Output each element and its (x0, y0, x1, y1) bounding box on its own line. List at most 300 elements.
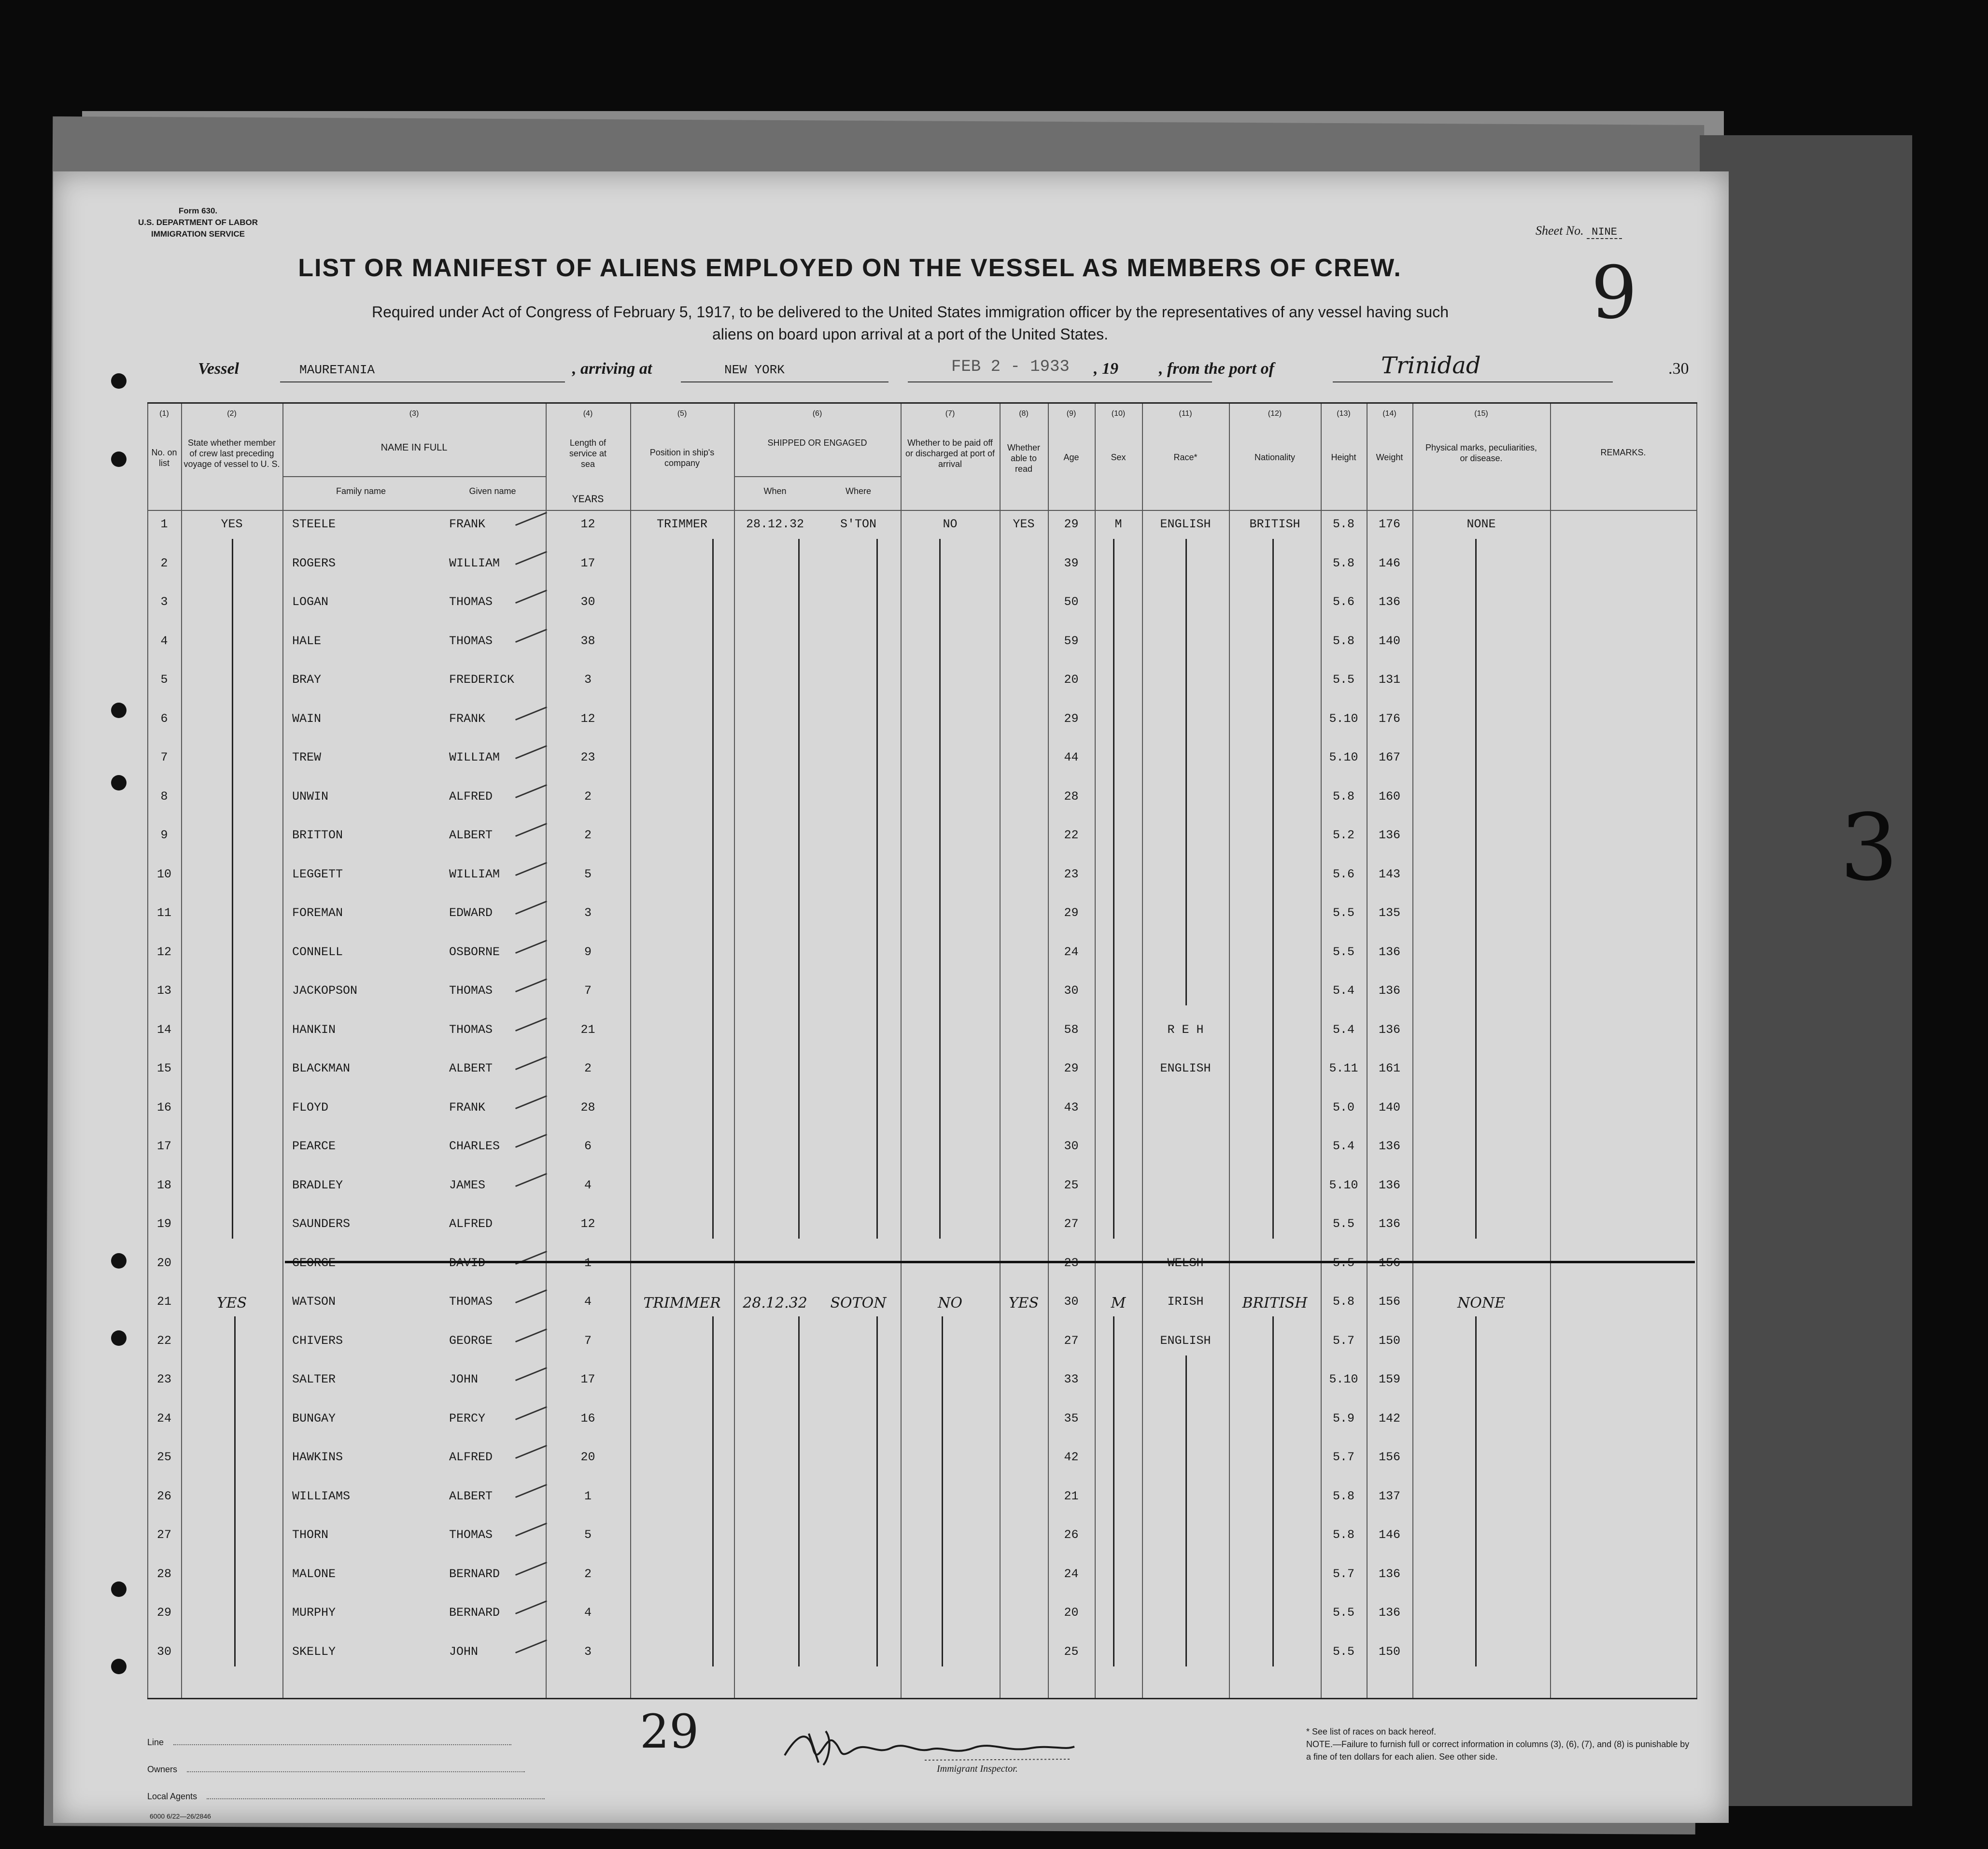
cell-age: 42 (1064, 1450, 1079, 1464)
cell-age: 43 (1064, 1100, 1079, 1115)
cell-given: THOMAS (449, 1022, 493, 1037)
cell-no: 26 (156, 1489, 171, 1503)
cell-age: 58 (1064, 1022, 1079, 1037)
arriving-port: NEW YORK (724, 363, 785, 377)
cell-no: 5 (160, 673, 168, 687)
cell-height: 5.5 (1332, 945, 1354, 959)
cell-weight: 167 (1378, 750, 1400, 764)
cell-weight: 160 (1378, 789, 1400, 804)
cell-age: 44 (1064, 750, 1079, 764)
cell-weight: 136 (1378, 595, 1400, 609)
cell-family: SKELLY (292, 1644, 336, 1659)
cell-weight: 140 (1378, 634, 1400, 648)
cell-height: 5.8 (1332, 634, 1354, 648)
cell-service: 12 (580, 711, 595, 726)
cell-nationality: BRITISH (1249, 517, 1300, 531)
cell-given: BERNARD (449, 1567, 500, 1581)
col8-number: (8) (1019, 409, 1029, 418)
cell-weight: 176 (1378, 517, 1400, 531)
cell-age: 39 (1064, 556, 1079, 570)
cell-age: 29 (1064, 1061, 1079, 1075)
cell-age: 50 (1064, 595, 1079, 609)
cell-no: 1 (160, 517, 168, 531)
cell-race: R E H (1167, 1022, 1204, 1037)
cell-height: 5.5 (1332, 673, 1354, 687)
manifest-page (53, 171, 1898, 1823)
cell-no: 28 (156, 1567, 171, 1581)
ditto-line (942, 1316, 943, 1666)
cell-given: FREDERICK (449, 673, 515, 687)
cell-age: 20 (1064, 1606, 1079, 1620)
cell-service: 4 (584, 1295, 592, 1309)
cell-service: 1 (584, 1489, 592, 1503)
subtitle-line2: aliens on board upon arrival at a port of the United States. (712, 325, 1109, 343)
ditto-line (798, 1316, 800, 1666)
cell-family: UNWIN (292, 789, 329, 804)
cell-service: 38 (580, 634, 595, 648)
cell-no: 25 (156, 1450, 171, 1464)
cell-no: 15 (156, 1061, 171, 1075)
cell-family: BRAY (292, 673, 322, 687)
cell-no: 3 (160, 595, 168, 609)
cell-weight: 136 (1378, 1139, 1400, 1153)
cell-when: 28.12.32 (746, 517, 804, 531)
arriving-label: , arriving at (572, 360, 652, 378)
cell-no: 8 (160, 789, 168, 804)
remarks-header: REMARKS. (1600, 448, 1646, 457)
cell-given: WILLIAM (449, 556, 500, 570)
cell-service: 2 (584, 1567, 592, 1581)
footer-fields (147, 1729, 545, 1810)
cell-no: 2 (160, 556, 168, 570)
cell-service: 23 (580, 750, 595, 764)
agents-label: Local Agents (147, 1792, 197, 1801)
cell-weight: 150 (1378, 1644, 1400, 1659)
cell-given: OSBORNE (449, 945, 500, 959)
total-handwritten: 29 (640, 1705, 699, 1759)
vessel-line (198, 352, 1719, 384)
cell-family: HALE (292, 634, 322, 648)
cell-height: 5.8 (1332, 789, 1354, 804)
cell-weight: 159 (1378, 1372, 1400, 1386)
cell-no: 14 (156, 1022, 171, 1037)
cell-age: 25 (1064, 1644, 1079, 1659)
cell-given: THOMAS (449, 634, 493, 648)
cell-service: 4 (584, 1178, 592, 1192)
col10-number: (10) (1111, 409, 1126, 418)
form-number: Form 630. (178, 206, 218, 215)
col1-number: (1) (159, 409, 169, 418)
cell-weight: 150 (1378, 1333, 1400, 1348)
cell-family: WAIN (292, 711, 322, 726)
cell-nationality: BRITISH (1242, 1295, 1308, 1312)
cell-age: 27 (1064, 1217, 1079, 1231)
ditto-line (1272, 1316, 1274, 1666)
cell-race: ENGLISH (1160, 1061, 1211, 1075)
cell-no: 22 (156, 1333, 171, 1348)
cell-given: BERNARD (449, 1606, 500, 1620)
cell-weight: 176 (1378, 711, 1400, 726)
cell-given: WILLIAM (449, 750, 500, 764)
cell-height: 5.8 (1332, 517, 1354, 531)
cell-weight: 136 (1378, 1606, 1400, 1620)
cell-service: 2 (584, 1061, 592, 1075)
col3-header: NAME IN FULL (381, 442, 448, 453)
cell-given: WILLIAM (449, 867, 500, 881)
cell-height: 5.7 (1332, 1567, 1354, 1581)
cell-family: PEARCE (292, 1139, 336, 1153)
cell-no: 6 (160, 711, 168, 726)
nationality-header: Nationality (1254, 452, 1296, 462)
col13-number: (13) (1337, 409, 1351, 418)
cell-weight: 142 (1378, 1411, 1400, 1426)
cell-weight: 156 (1378, 1295, 1400, 1309)
vessel-name: MAURETANIA (299, 363, 375, 377)
cell-weight: 146 (1378, 1528, 1400, 1542)
cell-given: GEORGE (449, 1333, 493, 1348)
service: IMMIGRATION SERVICE (151, 229, 245, 239)
cell-family: HANKIN (292, 1022, 336, 1037)
binder-hole (111, 1253, 127, 1269)
cell-prev: YES (221, 517, 243, 531)
cell-no: 29 (156, 1606, 171, 1620)
cell-height: 5.4 (1332, 1022, 1354, 1037)
binder-hole (111, 1581, 127, 1597)
page-subtitle (217, 301, 1603, 345)
cell-given: FRANK (449, 517, 486, 531)
cell-service: 20 (580, 1450, 595, 1464)
cell-age: 22 (1064, 828, 1079, 842)
col11-number: (11) (1179, 409, 1192, 418)
strike-through-line (285, 1261, 1695, 1263)
cell-height: 5.6 (1332, 595, 1354, 609)
col1-header: No. on list (151, 448, 177, 468)
ditto-line (939, 539, 941, 1239)
cell-height: 5.5 (1332, 1606, 1354, 1620)
ditto-line (1113, 539, 1114, 1239)
form-reference (126, 205, 270, 240)
given-name-header: Given name (469, 486, 516, 496)
cell-weight: 137 (1378, 1489, 1400, 1503)
cell-race: ENGLISH (1160, 517, 1211, 531)
cell-weight: 135 (1378, 906, 1400, 920)
cell-family: MURPHY (292, 1606, 336, 1620)
col14-number: (14) (1382, 409, 1396, 418)
when-header: When (763, 486, 787, 496)
cell-family: FLOYD (292, 1100, 329, 1115)
col15-number: (15) (1474, 409, 1488, 418)
cell-height: 5.10 (1329, 1372, 1358, 1386)
col8-header: Whether able to read (1007, 443, 1041, 474)
where-header: Where (845, 486, 871, 496)
race-header: Race* (1173, 452, 1198, 462)
subtitle-line1: Required under Act of Congress of February 5, 1917, to be delivered to the United States immigration officer by the representatives of any vessel having such (372, 303, 1449, 321)
cell-given: ALBERT (449, 1061, 493, 1075)
cell-family: STEELE (292, 517, 336, 531)
inspector-signature (780, 1722, 1079, 1770)
cell-height: 5.9 (1332, 1411, 1354, 1426)
races-note: * See list of races on back hereof. (1306, 1727, 1437, 1736)
cell-height: 5.11 (1329, 1061, 1358, 1075)
year-suffix: .30 (1668, 360, 1689, 378)
cell-given: FRANK (449, 711, 486, 726)
cell-age: 27 (1064, 1333, 1079, 1348)
cell-when: 28.12.32 (743, 1295, 807, 1312)
cell-height: 5.0 (1332, 1100, 1354, 1115)
cell-family: ROGERS (292, 556, 336, 570)
cell-no: 24 (156, 1411, 171, 1426)
cell-service: 7 (584, 984, 592, 998)
cell-no: 10 (156, 867, 171, 881)
cell-weight: 136 (1378, 984, 1400, 998)
cell-no: 4 (160, 634, 168, 648)
cell-weight: 136 (1378, 945, 1400, 959)
cell-age: 59 (1064, 634, 1079, 648)
cell-paid: NO (938, 1295, 962, 1312)
col12-number: (12) (1268, 409, 1282, 418)
cell-given: ALBERT (449, 828, 493, 842)
cell-service: 16 (580, 1411, 595, 1426)
cell-where: SOTON (830, 1295, 887, 1312)
col15-header: Physical marks, peculiarities, or disease. (1425, 443, 1537, 463)
col4-header: Length of service at sea (569, 438, 607, 469)
cell-marks: NONE (1466, 517, 1496, 531)
cell-height: 5.6 (1332, 867, 1354, 881)
cell-given: FRANK (449, 1100, 486, 1115)
cell-no: 7 (160, 750, 168, 764)
cell-age: 30 (1064, 1295, 1079, 1309)
cell-no: 19 (156, 1217, 171, 1231)
cell-family: BUNGAY (292, 1411, 336, 1426)
sheet-value: NINE (1587, 226, 1622, 239)
col2-number: (2) (227, 409, 237, 418)
cell-family: WATSON (292, 1295, 336, 1309)
ditto-line (1272, 539, 1274, 1239)
cell-no: 18 (156, 1178, 171, 1192)
ditto-line (798, 539, 800, 1239)
cell-service: 6 (584, 1139, 592, 1153)
cell-family: SAUNDERS (292, 1217, 351, 1231)
cell-no: 12 (156, 945, 171, 959)
ditto-line (712, 1316, 714, 1666)
cell-race: IRISH (1167, 1295, 1204, 1309)
cell-age: 20 (1064, 673, 1079, 687)
cell-weight: 136 (1378, 1178, 1400, 1192)
cell-height: 5.4 (1332, 984, 1354, 998)
binder-hole (111, 1659, 127, 1674)
col5-number: (5) (677, 409, 687, 418)
cell-service: 12 (580, 1217, 595, 1231)
cell-no: 23 (156, 1372, 171, 1386)
sheet-number-handwritten: 9 (1591, 251, 1637, 335)
cell-height: 5.10 (1329, 711, 1358, 726)
sheet-label: Sheet No. (1536, 224, 1584, 238)
cell-service: 3 (584, 673, 592, 687)
cell-age: 21 (1064, 1489, 1079, 1503)
binder-hole (111, 373, 127, 389)
cell-where: S'TON (840, 517, 876, 531)
cell-height: 5.8 (1332, 1489, 1354, 1503)
cell-age: 28 (1064, 789, 1079, 804)
cell-given: THOMAS (449, 1528, 493, 1542)
cell-service: 5 (584, 1528, 592, 1542)
print-code: 6000 6/22—26/2846 (150, 1812, 211, 1820)
cell-height: 5.10 (1329, 1178, 1358, 1192)
cell-family: THORN (292, 1528, 329, 1542)
ditto-line (712, 539, 714, 1239)
cell-sex: M (1114, 517, 1122, 531)
margin-number: 3 (1840, 794, 1898, 901)
cell-family: WILLIAMS (292, 1489, 351, 1503)
cell-family: CHIVERS (292, 1333, 343, 1348)
cell-no: 13 (156, 984, 171, 998)
col6-header: SHIPPED OR ENGAGED (767, 438, 867, 448)
cell-height: 5.2 (1332, 828, 1354, 842)
cell-age: 26 (1064, 1528, 1079, 1542)
cell-given: ALFRED (449, 789, 493, 804)
cell-weight: 136 (1378, 1022, 1400, 1037)
cell-family: LOGAN (292, 595, 329, 609)
cell-service: 9 (584, 945, 592, 959)
cell-service: 17 (580, 1372, 595, 1386)
col4-number: (4) (583, 409, 593, 418)
cell-given: ALBERT (449, 1489, 493, 1503)
cell-no: 11 (156, 906, 171, 920)
ditto-line (234, 1316, 236, 1666)
cell-family: LEGGETT (292, 867, 343, 881)
cell-age: 24 (1064, 1567, 1079, 1581)
date-stamp: FEB 2 - 1933 (951, 358, 1070, 376)
cell-family: FOREMAN (292, 906, 343, 920)
vessel-label: Vessel (198, 360, 239, 378)
cell-given: JOHN (449, 1644, 479, 1659)
cell-given: THOMAS (449, 984, 493, 998)
ditto-line (232, 539, 233, 1239)
cell-family: BRITTON (292, 828, 343, 842)
cell-given: ALFRED (449, 1450, 493, 1464)
cell-service: 17 (580, 556, 595, 570)
cell-marks: NONE (1457, 1295, 1505, 1312)
year-label: , 19 (1094, 360, 1118, 378)
cell-weight: 136 (1378, 1567, 1400, 1581)
col4-unit: YEARS (572, 494, 604, 506)
cell-given: ALFRED (449, 1217, 493, 1231)
cell-no: 16 (156, 1100, 171, 1115)
ditto-line (1185, 1355, 1187, 1666)
cell-no: 20 (156, 1256, 171, 1270)
cell-service: 2 (584, 789, 592, 804)
cell-height: 5.5 (1332, 1217, 1354, 1231)
ditto-line (876, 539, 878, 1239)
cell-family: MALONE (292, 1567, 336, 1581)
cell-service: 3 (584, 906, 592, 920)
cell-given: THOMAS (449, 595, 493, 609)
cell-prev: YES (216, 1295, 247, 1312)
cell-family: HAWKINS (292, 1450, 343, 1464)
cell-age: 35 (1064, 1411, 1079, 1426)
footer-notes (1306, 1725, 1692, 1763)
cell-height: 5.5 (1332, 1644, 1354, 1659)
inspector-label: Immigrant Inspector. (937, 1764, 1018, 1774)
col7-number: (7) (945, 409, 955, 418)
ditto-line (1185, 539, 1187, 1005)
cell-weight: 156 (1378, 1450, 1400, 1464)
ditto-line (1475, 539, 1477, 1239)
col2-header: State whether member of crew last preceding voyage of vessel to U. S. (183, 438, 280, 469)
cell-weight: 136 (1378, 828, 1400, 842)
cell-height: 5.7 (1332, 1450, 1354, 1464)
cell-position: TRIMMER (656, 517, 708, 531)
height-header: Height (1331, 452, 1356, 462)
owners-label: Owners (147, 1764, 178, 1774)
fine-note: NOTE.—Failure to furnish full or correct information in columns (3), (6), (7), and (8) is punishable by a fine of ten dollars for each alien. See other side. (1306, 1739, 1690, 1762)
cell-weight: 140 (1378, 1100, 1400, 1115)
cell-no: 9 (160, 828, 168, 842)
cell-height: 5.8 (1332, 556, 1354, 570)
col9-number: (9) (1066, 409, 1076, 418)
cell-family: JACKOPSON (292, 984, 358, 998)
cell-given: THOMAS (449, 1295, 493, 1309)
binder-hole (111, 703, 127, 718)
col3-number: (3) (409, 409, 419, 418)
cell-given: CHARLES (449, 1139, 500, 1153)
cell-height: 5.8 (1332, 1528, 1354, 1542)
line-label: Line (147, 1737, 164, 1747)
sex-header: Sex (1111, 452, 1126, 462)
cell-weight: 161 (1378, 1061, 1400, 1075)
cell-age: 23 (1064, 867, 1079, 881)
cell-weight: 131 (1378, 673, 1400, 687)
cell-service: 21 (580, 1022, 595, 1037)
cell-age: 29 (1064, 711, 1079, 726)
cell-service: 2 (584, 828, 592, 842)
binder-hole (111, 775, 127, 790)
cell-age: 24 (1064, 945, 1079, 959)
ditto-line (876, 1316, 878, 1666)
sheet-number (1536, 224, 1622, 238)
cell-age: 33 (1064, 1372, 1079, 1386)
cell-age: 30 (1064, 1139, 1079, 1153)
weight-header: Weight (1376, 452, 1403, 462)
age-header: Age (1063, 452, 1079, 462)
cell-height: 5.5 (1332, 906, 1354, 920)
cell-height: 5.4 (1332, 1139, 1354, 1153)
cell-family: TREW (292, 750, 322, 764)
cell-service: 3 (584, 1644, 592, 1659)
page-title: LIST OR MANIFEST OF ALIENS EMPLOYED ON THE VESSEL AS MEMBERS OF CREW. (298, 254, 1402, 282)
cell-family: BLACKMAN (292, 1061, 351, 1075)
cell-no: 30 (156, 1644, 171, 1659)
cell-family: BRADLEY (292, 1178, 343, 1192)
cell-family: SALTER (292, 1372, 336, 1386)
cell-paid: NO (943, 517, 958, 531)
cell-no: 17 (156, 1139, 171, 1153)
cell-height: 5.8 (1332, 1295, 1354, 1309)
cell-weight: 136 (1378, 1217, 1400, 1231)
cell-service: 30 (580, 595, 595, 609)
cell-given: PERCY (449, 1411, 486, 1426)
family-name-header: Family name (336, 486, 386, 496)
cell-service: 7 (584, 1333, 592, 1348)
ditto-line (1475, 1316, 1477, 1666)
cell-position: TRIMMER (643, 1295, 721, 1312)
cell-service: 5 (584, 867, 592, 881)
crew-table (147, 402, 1697, 1699)
cell-height: 5.7 (1332, 1333, 1354, 1348)
from-label: , from the port of (1159, 360, 1274, 378)
cell-height: 5.10 (1329, 750, 1358, 764)
cell-read: YES (1008, 1295, 1039, 1312)
